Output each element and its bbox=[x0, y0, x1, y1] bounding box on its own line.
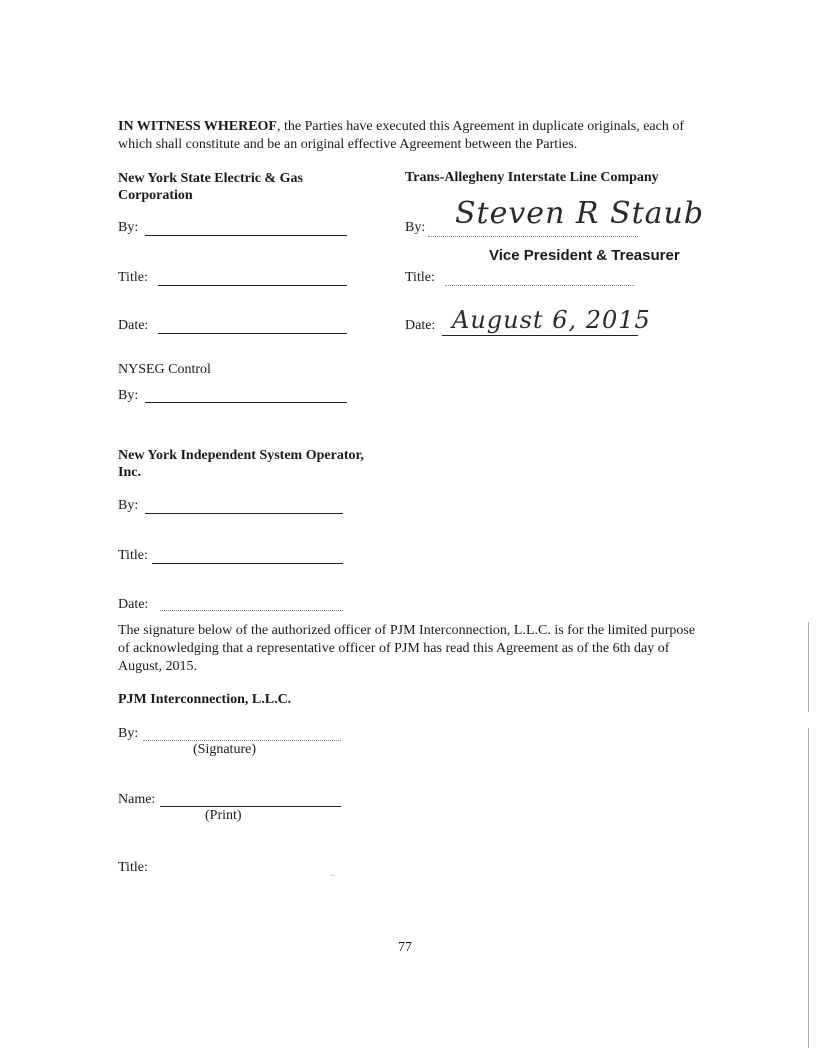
ta-title-line[interactable] bbox=[445, 285, 635, 286]
nyseg-by-line[interactable] bbox=[145, 235, 347, 236]
pjm-print-caption: (Print) bbox=[205, 808, 242, 823]
pjm-by-line[interactable] bbox=[143, 740, 341, 741]
nyseg-date-line[interactable] bbox=[158, 333, 347, 334]
pjm-by-label: By: bbox=[118, 726, 139, 741]
nyseg-by-label: By: bbox=[118, 220, 139, 235]
scan-edge-mark-bottom bbox=[808, 728, 809, 1048]
witness-text: , the Parties have executed this Agreement in duplicate originals, each of which shall constitute and be an original effective Agreement between the Parties. bbox=[118, 119, 685, 152]
nyseg-date-label: Date: bbox=[118, 318, 149, 333]
nyiso-name bbox=[118, 447, 418, 481]
ta-date-label: Date: bbox=[405, 318, 436, 333]
nyiso-title-line[interactable] bbox=[152, 563, 343, 564]
witness-heading: IN WITNESS WHEREOF bbox=[118, 119, 277, 134]
nyiso-date-line[interactable] bbox=[160, 610, 343, 611]
nyseg-control-label: NYSEG Control bbox=[118, 362, 211, 377]
ta-date-line[interactable] bbox=[442, 335, 638, 336]
ta-signature: Steven R Staub bbox=[455, 196, 705, 231]
nyiso-title-label: Title: bbox=[118, 548, 148, 563]
nyiso-by-line[interactable] bbox=[145, 513, 343, 514]
pjm-title-label: Title: bbox=[118, 860, 148, 875]
ta-title-value: Vice President & Treasurer bbox=[489, 247, 680, 264]
page-number: 77 bbox=[398, 940, 412, 955]
nyiso-name-line1: New York Independent System Operator, bbox=[118, 448, 364, 463]
pjm-name-line[interactable] bbox=[160, 806, 341, 807]
nyseg-title-line[interactable] bbox=[158, 285, 347, 286]
pjm-name: PJM Interconnection, L.L.C. bbox=[118, 692, 292, 707]
nyseg-control-by-label: By: bbox=[118, 388, 139, 403]
nyiso-date-label: Date: bbox=[118, 597, 149, 612]
nyseg-title-label: Title: bbox=[118, 270, 148, 285]
nyiso-name-line2: Inc. bbox=[118, 465, 141, 480]
nyseg-name bbox=[118, 170, 358, 204]
ta-by-line[interactable] bbox=[428, 236, 638, 237]
nyseg-control-by-line[interactable] bbox=[145, 402, 347, 403]
pjm-paragraph: The signature below of the authorized officer of PJM Interconnection, L.L.C. is for the limited purpose of acknowledging that a representative officer of PJM has read this Agreement as of the 6th day of August, 2015. bbox=[118, 623, 696, 674]
witness-paragraph bbox=[118, 118, 698, 154]
ta-date-value: August 6, 2015 bbox=[452, 306, 651, 334]
nyseg-name-line1: New York State Electric & Gas bbox=[118, 171, 303, 186]
scan-edge-mark-top bbox=[808, 622, 809, 712]
pjm-title-mark: .. bbox=[330, 868, 335, 879]
nyseg-name-line2: Corporation bbox=[118, 188, 193, 203]
pjm-signature-caption: (Signature) bbox=[193, 742, 256, 757]
nyiso-by-label: By: bbox=[118, 498, 139, 513]
ta-by-label: By: bbox=[405, 220, 426, 235]
ta-title-label: Title: bbox=[405, 270, 435, 285]
pjm-name-label: Name: bbox=[118, 792, 156, 807]
trans-allegheny-name: Trans-Allegheny Interstate Line Company bbox=[405, 170, 659, 185]
